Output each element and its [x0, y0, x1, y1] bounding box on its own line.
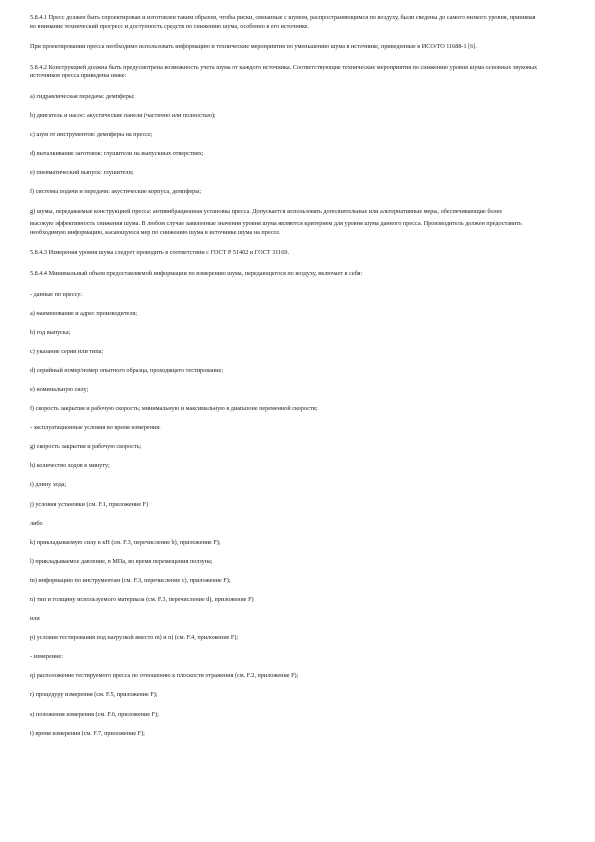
paragraph-p4: высокую эффективность снижения шума. В любом случае заявленные значения уровня шума являются критерием для уровня шума данного пресса. Производитель должен предоставить необходимую информацию, касающуюся мер по снижению шума в источнике шума на прессе.	[30, 220, 522, 236]
paragraph-c: c) шум от инструментов: демпферы на прессе;	[30, 131, 153, 139]
paragraph-lq: q) расположение тестируемого пресса по отношению к плоскости отражения (см. F.2, приложение F);	[30, 672, 299, 680]
paragraph-lg: g) скорость закрытия и рабочую скорость;	[30, 443, 142, 451]
paragraph-ld: d) серийный номер/номер опытного образца, проходящего тестирование;	[30, 366, 223, 374]
paragraph-lm: m) информацию по инструментам (см. F.3, перечисление c), приложение F);	[30, 576, 231, 584]
paragraph-f: f) системы подачи и передачи: акустические корпуса, демпферы;	[30, 188, 202, 196]
paragraph-lt: t) время измерения (см. F.7, приложение F);	[30, 729, 145, 737]
paragraph-lf: f) скорость закрытия и рабочую скорость; минимальную и максимальную в диапазоне переменной скорости;	[30, 405, 318, 413]
paragraph-g: g) шумы, передаваемые конструкцией пресса: антивибрационная установка пресса. Допускается использовать дополнительные или альтернативные меры, обеспечивающие более	[30, 207, 503, 215]
paragraph-lc: c) указание серии или типа;	[30, 347, 104, 355]
paragraph-li: i) длину хода;	[30, 481, 67, 489]
paragraph-ls: s) положения измерения (см. F.6, приложение F);	[30, 710, 159, 718]
paragraph-lp: p) условия тестирования под нагрузкой вместо m) и n) (см. F.4, приложение F);	[30, 634, 239, 642]
paragraph-p5: 5.8.4.3 Измерения уровня шума следует проводить в соответствии с ГОСТ Р 51402 и ГОСТ 31169.	[30, 249, 289, 257]
paragraph-le: e) номинальную силу;	[30, 385, 89, 393]
paragraph-d: d) выталкивание заготовок: глушители на выпускных отверстиях;	[30, 150, 204, 158]
paragraph-lk: k) прикладываемую силу в кН (см. F.3, перечисление b), приложение F);	[30, 538, 221, 546]
paragraph-s1: - данные по прессу:	[30, 290, 82, 298]
paragraph-lh: h) количество ходов в минуту;	[30, 462, 110, 470]
paragraph-s2: - эксплуатационные условия во время измерения:	[30, 424, 161, 432]
paragraph-lr: r) процедуру измерения (см. F.5, приложение F);	[30, 691, 158, 699]
paragraph-p2: При проектировании пресса необходимо использовать информацию и технические мероприятия по уменьшению шума в источнике, приведенные в ИСО/ТО 11688-1 [6].	[30, 43, 477, 51]
paragraph-p1: 5.8.4.1 Пресс должен быть спроектирован и изготовлен таким образом, чтобы риски, связанные с шумом, распространяющимся по воздуху, были сведены до самого низкого уровня, принимая во внимание технический прогресс и доступность средств по снижению шума, особенно в его источнике.	[30, 14, 536, 30]
paragraph-ln: n) тип и толщину используемого материала (см. F.3, перечисление d), приложение F)	[30, 596, 254, 603]
paragraph-p3: 5.8.4.2 Конструкцией должна быть предусмотрена возможность учета шума от каждого источника. Соответствующие технические мероприятия по снижению уровня шума основных звуковых источников пресса приведены ниже:	[30, 63, 538, 80]
paragraph-e: e) пневматический выпуск: глушители;	[30, 169, 134, 177]
paragraph-lj: j) условия установки (см. F.1, приложение F)	[30, 500, 149, 508]
paragraph-p6: 5.8.4.4 Минимальный объем предоставляемой информации по измерению шума, передающегося по воздуху, включает в себя:	[30, 269, 363, 277]
paragraph-la: a) наименование и адрес производителя;	[30, 309, 137, 317]
paragraph-s3: - измерение:	[30, 653, 63, 661]
paragraph-b: b) двигатель и насос: акустические панели (частично или полностью);	[30, 112, 216, 120]
paragraph-a: a) гидравлическая передача: демпферы;	[30, 92, 135, 100]
paragraph-lb: b) год выпуска;	[30, 328, 71, 336]
paragraph-or2: или	[30, 615, 40, 623]
paragraph-or1: либо	[30, 519, 43, 527]
paragraph-ll: l) прикладываемое давление, в МПа, во время перемещения ползуна;	[30, 557, 213, 565]
